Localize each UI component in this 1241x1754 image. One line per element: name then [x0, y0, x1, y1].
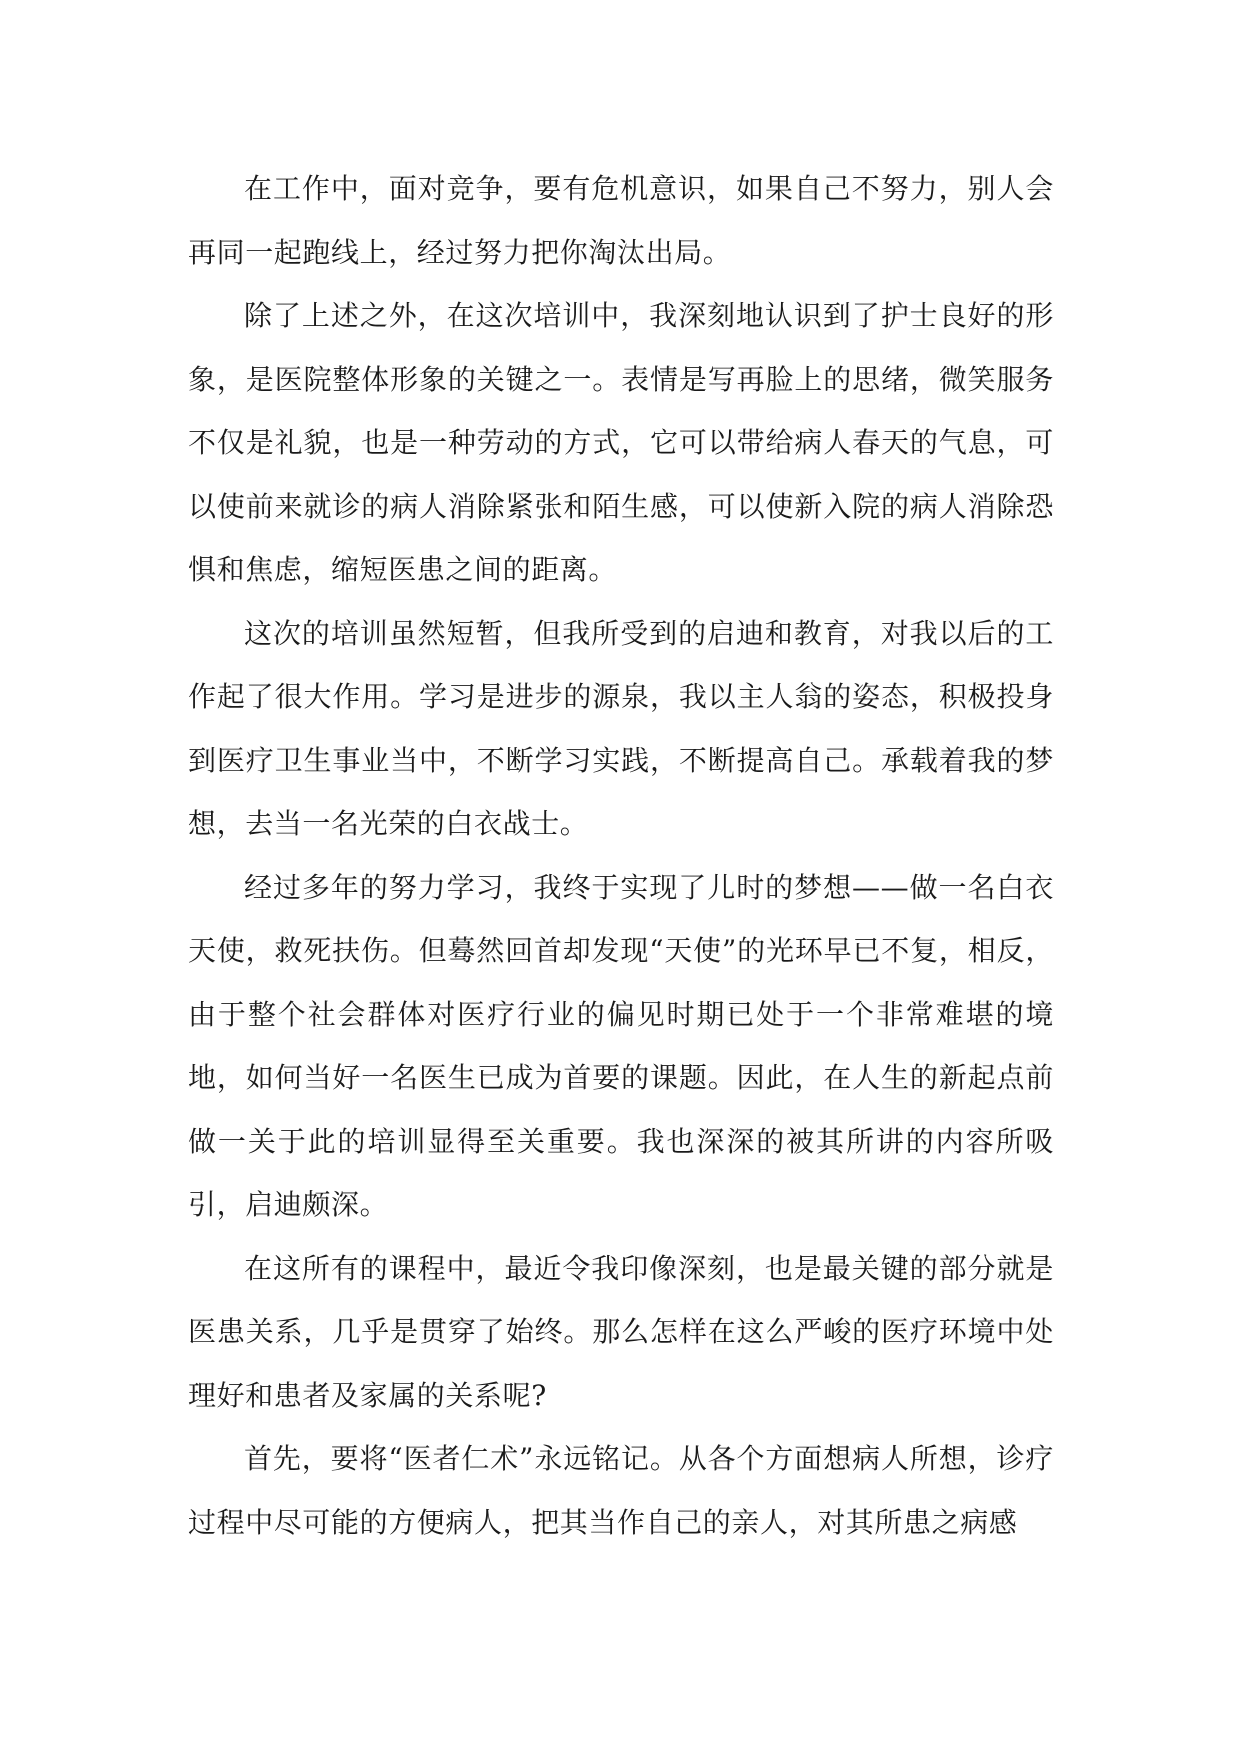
- paragraph-6: 首先，要将“医者仁术”永远铭记。从各个方面想病人所想，诊疗过程中尽可能的方便病人，把其当作自己的亲人，对其所患之病感: [188, 1442, 1054, 1539]
- paragraph-2: 除了上述之外，在这次培训中，我深刻地认识到了护士良好的形象，是医院整体形象的关键之一。表情是写再脸上的思绪，微笑服务不仅是礼貌，也是一种劳动的方式，它可以带给病人春天的气息，可以使前来就诊的病人消除紧张和陌生感，可以使新入院的病人消除恐惧和焦虑，缩短医患之间的距离。: [188, 299, 1054, 586]
- paragraph-3: 这次的培训虽然短暂，但我所受到的启迪和教育，对我以后的工作起了很大作用。学习是进步的源泉，我以主人翁的姿态，积极投身到医疗卫生事业当中，不断学习实践，不断提高自己。承载着我的梦想，去当一名光荣的白衣战士。: [188, 616, 1054, 840]
- document-body: [188, 157, 1054, 1554]
- paragraph-1: 在工作中，面对竞争，要有危机意识，如果自己不努力，别人会再同一起跑线上，经过努力把你淘汰出局。: [188, 172, 1054, 269]
- paragraph-5: 在这所有的课程中，最近令我印像深刻，也是最关键的部分就是医患关系，几乎是贯穿了始终。那么怎样在这么严峻的医疗环境中处理好和患者及家属的关系呢?: [188, 1251, 1054, 1412]
- paragraph-4: 经过多年的努力学习，我终于实现了儿时的梦想——做一名白衣天使，救死扶伤。但蓦然回首却发现“天使”的光环早已不复，相反，由于整个社会群体对医疗行业的偏见时期已处于一个非常难堪的境地，如何当好一名医生已成为首要的课题。因此，在人生的新起点前做一关于此的培训显得至关重要。我也深深的被其所讲的内容所吸引，启迪颇深。: [188, 870, 1054, 1221]
